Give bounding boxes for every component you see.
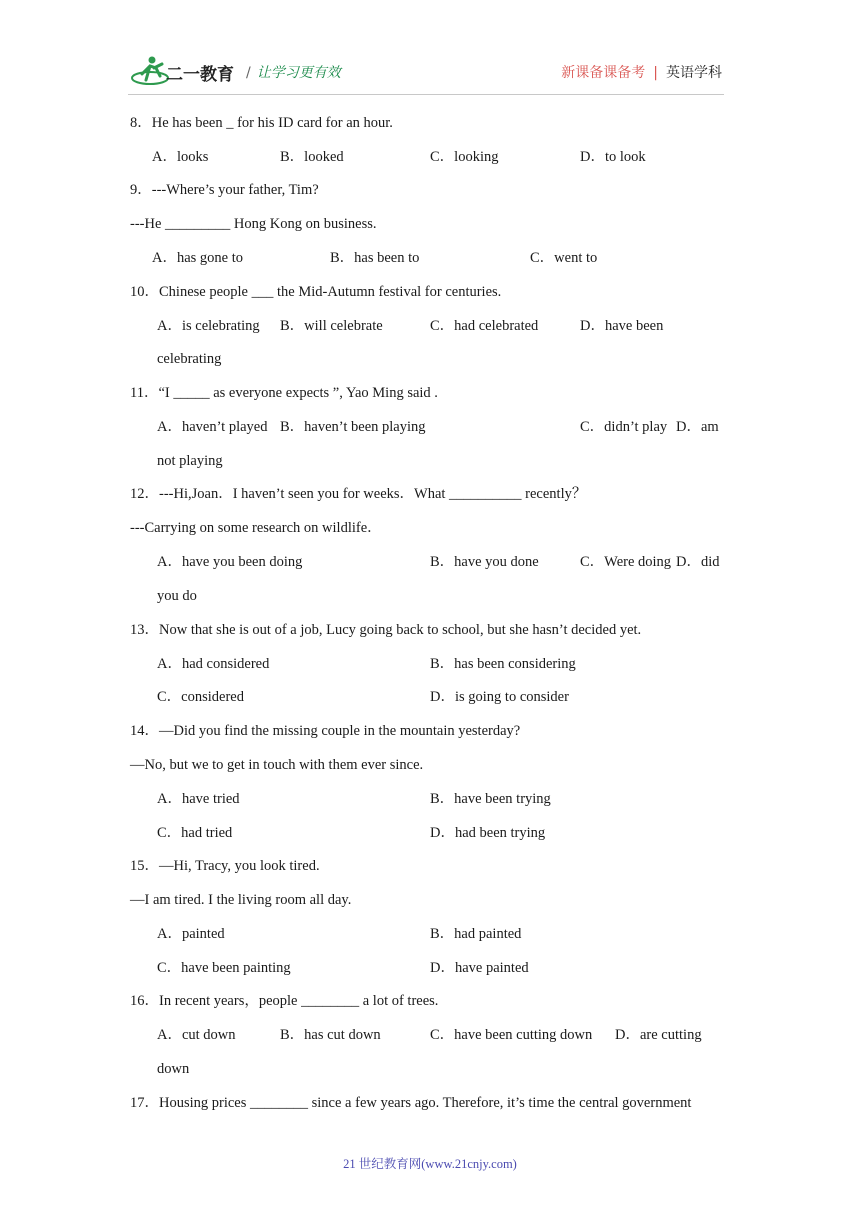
text-line: C．have been cutting down <box>430 1027 593 1043</box>
text-line: D．have painted <box>430 960 529 976</box>
text-line: A．painted <box>157 926 225 942</box>
text-line: C．have been painting <box>157 960 291 976</box>
page-header <box>128 52 724 92</box>
text-line: 14．—Did you find the missing couple in the mountain yesterday? <box>130 723 521 739</box>
text-line: D．are cutting <box>615 1027 702 1043</box>
text-line: A．have you been doing <box>157 554 303 570</box>
slogan-text: 让学习更有效 <box>256 65 341 81</box>
text-line: not playing <box>157 453 223 469</box>
text-line: 11．“I _____ as everyone expects ”, Yao Ming said . <box>130 385 438 401</box>
page-footer: 21 世纪教育网(www.21cnjy.com) <box>343 1157 517 1171</box>
text-line: B．has been to <box>330 250 420 266</box>
text-line: 12．---Hi,Joan．I haven’t seen you for weeks．What __________ recently？ <box>130 486 587 502</box>
logo-text: 二一教育 <box>166 65 234 85</box>
text-line: D．is going to consider <box>430 689 569 705</box>
header-label-subject: 英语学科 <box>666 65 722 81</box>
header-right <box>561 62 722 82</box>
text-line: B．will celebrate <box>280 318 383 334</box>
text-line: D．am <box>676 419 719 435</box>
text-line: 17．Housing prices ________ since a few years ago. Therefore, it’s time the central government <box>130 1095 692 1111</box>
text-line: C．looking <box>430 149 499 165</box>
text-line: A．has gone to <box>152 250 244 266</box>
text-line: A．cut down <box>157 1027 236 1043</box>
text-line: D．to look <box>580 149 646 165</box>
text-line: B．has cut down <box>280 1027 381 1043</box>
text-line: ---He _________ Hong Kong on business. <box>130 216 377 232</box>
text-line: 15．—Hi, Tracy, you look tired. <box>130 858 320 874</box>
text-line: —I am tired. I the living room all day. <box>130 892 352 908</box>
text-line: D．have been <box>580 318 664 334</box>
text-line: 8．He has been _ for his ID card for an hour. <box>130 115 393 131</box>
text-line: celebrating <box>157 351 222 367</box>
text-line: 16．In recent years，people ________ a lot of trees. <box>130 993 439 1009</box>
text-line: B．looked <box>280 149 344 165</box>
text-line: B．have been trying <box>430 791 551 807</box>
text-line: B．had painted <box>430 926 522 942</box>
text-line: C．Were doing <box>580 554 672 570</box>
text-line: 13．Now that she is out of a job, Lucy going back to school, but she hasn’t decided yet. <box>130 622 642 638</box>
text-line: D．had been trying <box>430 825 546 841</box>
text-line: A．haven’t played <box>157 419 268 435</box>
header-separator: | <box>653 65 658 81</box>
text-line: —No, but we to get in touch with them ever since. <box>130 757 424 773</box>
text-line: you do <box>157 588 197 604</box>
slogan <box>246 62 341 82</box>
text-line: C．had celebrated <box>430 318 539 334</box>
text-line: C．went to <box>530 250 598 266</box>
text-line: 10．Chinese people ___ the Mid-Autumn festival for centuries. <box>130 284 502 300</box>
text-line: ---Carrying on some research on wildlife． <box>130 520 382 536</box>
text-line: C．didn’t play <box>580 419 668 435</box>
text-line: B．has been considering <box>430 656 576 672</box>
runner-logo-icon <box>128 54 240 88</box>
text-line: A．is celebrating <box>157 318 260 334</box>
text-line: B．have you done <box>430 554 539 570</box>
text-line: D．did <box>676 554 720 570</box>
text-line: A．had considered <box>157 656 270 672</box>
header-divider <box>128 94 724 95</box>
logo <box>128 54 240 88</box>
header-label-prep: 新课备课备考 <box>561 65 646 81</box>
text-line: 9．---Where’s your father, Tim? <box>130 182 319 198</box>
text-line: C．considered <box>157 689 244 705</box>
text-line: A．looks <box>152 149 209 165</box>
text-line: B．haven’t been playing <box>280 419 426 435</box>
text-line: down <box>157 1061 190 1077</box>
slogan-slash-icon: / <box>246 65 251 81</box>
text-line: A．have tried <box>157 791 240 807</box>
text-line: C．had tried <box>157 825 233 841</box>
